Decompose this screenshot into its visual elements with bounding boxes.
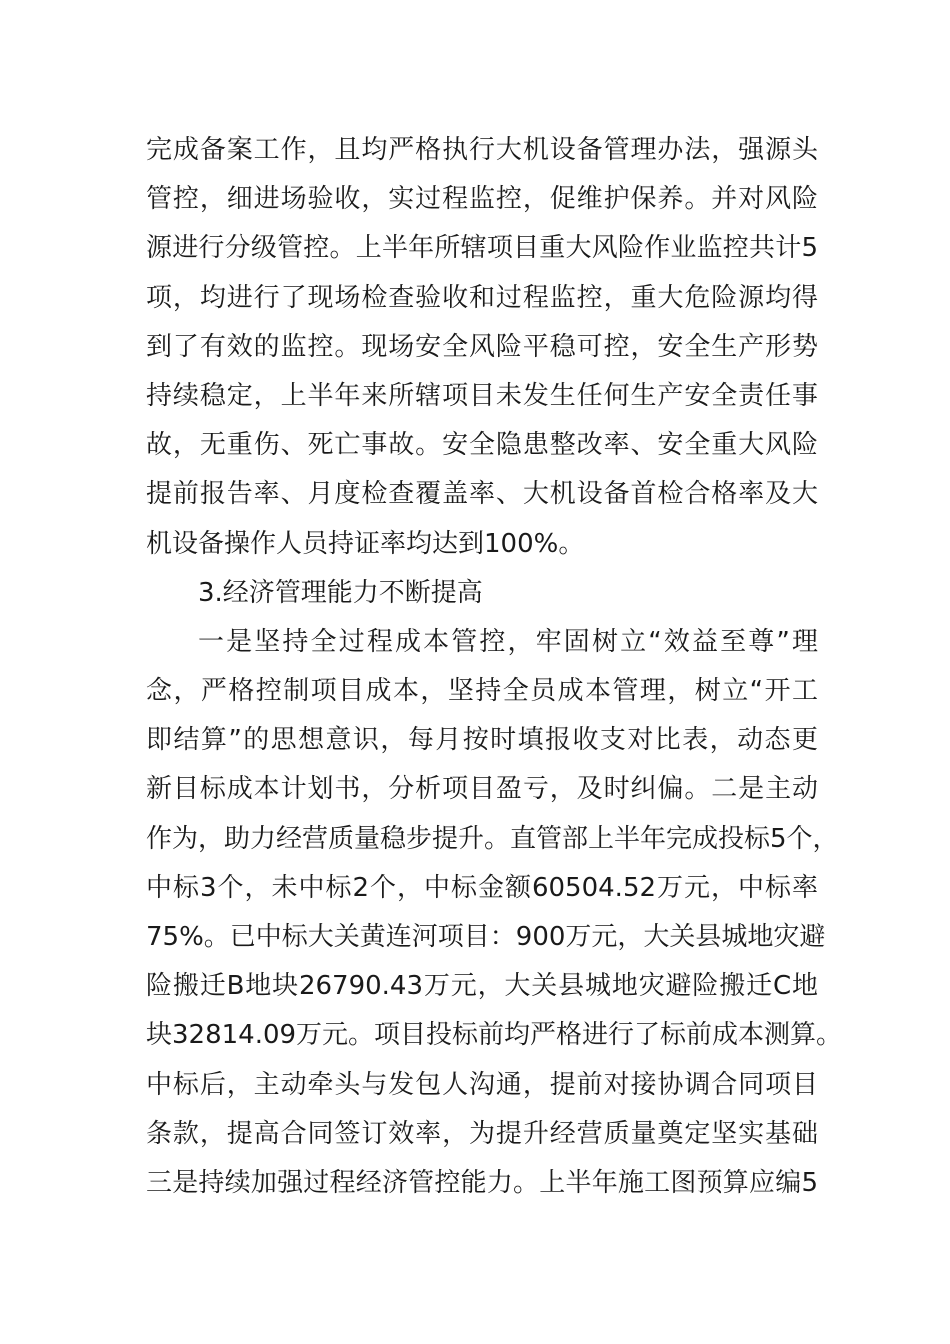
text-line-19: 块32814.09万元。项目投标前均严格进行了标前成本测算。 — [146, 1020, 843, 1051]
text-line-18: 险搬迁B地块26790.43万元，大关县城地灾避险搬迁C地 — [146, 971, 818, 1002]
text-line-14: 新目标成本计划书，分析项目盈亏，及时纠偏。二是主动 — [146, 774, 818, 805]
text-line-4: 项，均进行了现场检查验收和过程监控，重大危险源均得 — [146, 282, 818, 313]
text-line-21: 条款，提高合同签订效率，为提升经营质量奠定坚实基础 — [146, 1118, 818, 1149]
section-heading: 3.经济管理能力不断提高 — [198, 577, 483, 608]
text-line-7: 故，无重伤、死亡事故。安全隐患整改率、安全重大风险 — [146, 430, 818, 461]
text-line-20: 中标后，主动牵头与发包人沟通，提前对接协调合同项目 — [146, 1069, 818, 1100]
text-line-3: 源进行分级管控。上半年所辖项目重大风险作业监控共计5 — [146, 233, 818, 264]
text-line-22: 三是持续加强过程经济管控能力。上半年施工图预算应编5 — [146, 1167, 818, 1198]
text-line-13: 即结算”的思想意识，每月按时填报收支对比表，动态更 — [146, 725, 818, 756]
text-line-17: 75%。已中标大关黄连河项目：900万元，大关县城地灾避 — [146, 922, 826, 952]
text-line-8: 提前报告率、月度检查覆盖率、大机设备首检合格率及大 — [146, 479, 818, 510]
text-line-11: 一是坚持全过程成本管控，牢固树立“效益至尊”理 — [198, 626, 818, 657]
text-line-1: 完成备案工作，且均严格执行大机设备管理办法，强源头 — [146, 135, 818, 165]
text-line-9: 机设备操作人员持证率均达到100%。 — [146, 528, 585, 559]
text-line-15: 作为，助力经营质量稳步提升。直管部上半年完成投标5个， — [146, 823, 839, 854]
text-line-2: 管控，细进场验收，实过程监控，促维护保养。并对风险 — [146, 184, 818, 215]
text-line-12: 念，严格控制项目成本，坚持全员成本管理，树立“开工 — [146, 676, 818, 707]
text-line-6: 持续稳定，上半年来所辖项目未发生任何生产安全责任事 — [146, 380, 818, 411]
body-text — [146, 126, 843, 1208]
text-line-16: 中标3个，未中标2个，中标金额60504.52万元，中标率 — [146, 872, 818, 903]
text-line-5: 到了有效的监控。现场安全风险平稳可控，安全生产形势 — [146, 331, 818, 362]
